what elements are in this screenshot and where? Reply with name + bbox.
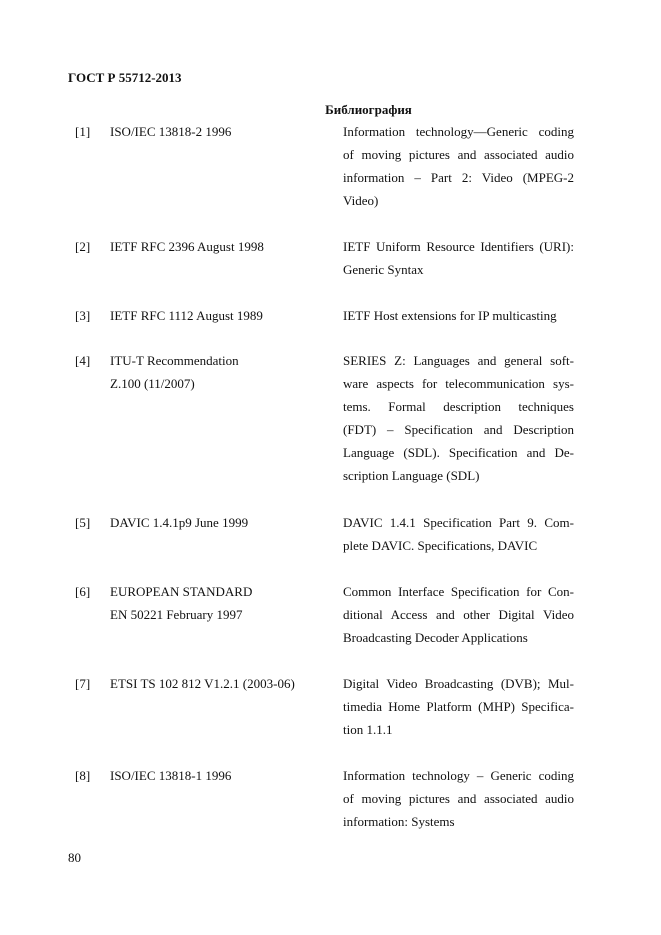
description-line: Video) xyxy=(343,193,379,208)
entry-reference xyxy=(110,511,330,534)
reference-line: ISO/IEC 13818-1 1996 xyxy=(110,768,232,783)
reference-line: Z.100 (11/2007) xyxy=(110,376,195,391)
description-line: (FDT) – Specification and Description xyxy=(343,422,574,437)
description-line: Language (SDL). Specification and De- xyxy=(343,445,574,460)
description-line: SERIES Z: Languages and general soft- xyxy=(343,353,574,368)
entry-number: [2] xyxy=(75,239,91,254)
entry-reference xyxy=(110,580,330,626)
bibliography-title xyxy=(0,98,661,121)
reference-line: EUROPEAN STANDARD xyxy=(110,584,253,599)
entry-description xyxy=(343,304,574,327)
description-line: IETF Uniform Resource Identifiers (URI): xyxy=(343,239,574,254)
entry-description xyxy=(343,580,574,649)
entry-reference xyxy=(110,764,330,787)
reference-line: IETF RFC 2396 August 1998 xyxy=(110,239,264,254)
description-line: plete DAVIC. Specifications, DAVIC xyxy=(343,538,538,553)
description-line: ware aspects for telecommunication sys- xyxy=(343,376,574,391)
description-line: ditional Access and other Digital Video xyxy=(343,607,574,622)
entry-reference xyxy=(110,235,330,258)
entry-number: [1] xyxy=(75,124,91,139)
description-line: Information technology – Generic coding xyxy=(343,768,574,783)
entry-description xyxy=(343,349,574,487)
description-line: Generic Syntax xyxy=(343,262,424,277)
description-line: information – Part 2: Video (MPEG-2 xyxy=(343,170,574,185)
description-line: tems. Formal description techniques xyxy=(343,399,574,414)
bibliography-title-text: Библиография xyxy=(325,102,412,117)
page-number: 80 xyxy=(68,850,81,865)
entry-number: [6] xyxy=(75,584,91,599)
description-line: Digital Video Broadcasting (DVB); Mul- xyxy=(343,676,574,691)
entry-description xyxy=(343,764,574,833)
description-line: Information technology—Generic coding xyxy=(343,124,574,139)
reference-line: ETSI TS 102 812 V1.2.1 (2003-06) xyxy=(110,676,295,691)
description-line: of moving pictures and associated audio xyxy=(343,147,574,162)
description-line: timedia Home Platform (MHP) Specifica- xyxy=(343,699,574,714)
entry-description xyxy=(343,235,574,281)
entry-number: [5] xyxy=(75,515,91,530)
reference-line: EN 50221 February 1997 xyxy=(110,607,243,622)
entry-description xyxy=(343,672,574,741)
description-line: IETF Host extensions for IP multicasting xyxy=(343,308,557,323)
reference-line: ITU-T Recommendation xyxy=(110,353,239,368)
entry-number: [3] xyxy=(75,308,91,323)
reference-line: ISO/IEC 13818-2 1996 xyxy=(110,124,232,139)
document-code: ГОСТ Р 55712-2013 xyxy=(68,70,182,85)
description-line: tion 1.1.1 xyxy=(343,722,393,737)
entry-reference xyxy=(110,349,330,395)
reference-line: DAVIC 1.4.1p9 June 1999 xyxy=(110,515,249,530)
entry-number: [7] xyxy=(75,676,91,691)
entry-number: [4] xyxy=(75,353,91,368)
description-line: of moving pictures and associated audio xyxy=(343,791,574,806)
description-line: Common Interface Specification for Con- xyxy=(343,584,574,599)
description-line: Broadcasting Decoder Applications xyxy=(343,630,528,645)
description-line: DAVIC 1.4.1 Specification Part 9. Com- xyxy=(343,515,574,530)
entry-description xyxy=(343,120,574,212)
entry-reference xyxy=(110,304,330,327)
entry-description xyxy=(343,511,574,557)
reference-line: IETF RFC 1112 August 1989 xyxy=(110,308,263,323)
entry-reference xyxy=(110,672,330,695)
entry-number: [8] xyxy=(75,768,91,783)
description-line: information: Systems xyxy=(343,814,455,829)
entry-reference xyxy=(110,120,330,143)
description-line: scription Language (SDL) xyxy=(343,468,480,483)
